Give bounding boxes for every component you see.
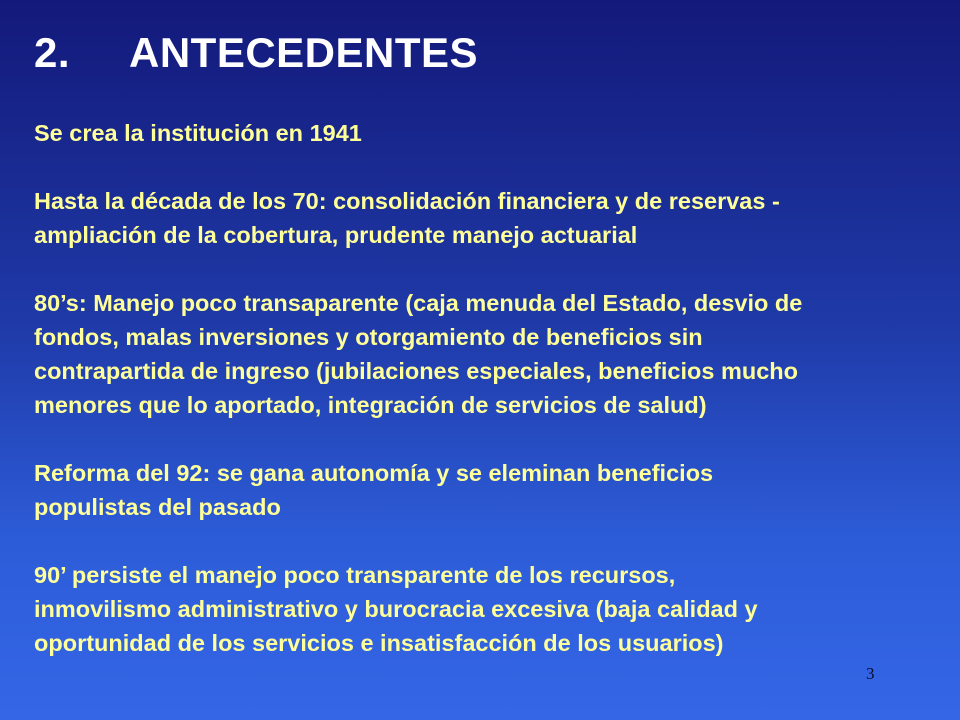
paragraph-80s — [34, 286, 914, 422]
paragraph-line: Se crea la institución en 1941 — [34, 120, 362, 146]
paragraph-line: menores que lo aportado, integración de servicios de salud) — [34, 392, 707, 418]
slide-title — [34, 28, 478, 78]
paragraph-line: populistas del pasado — [34, 494, 281, 520]
paragraph-line: Reforma del 92: se gana autonomía y se eleminan beneficios — [34, 460, 714, 486]
paragraph-line: inmovilismo administrativo y burocracia excesiva (baja calidad y — [34, 596, 758, 622]
paragraph-line: fondos, malas inversiones y otorgamiento de beneficios sin — [34, 324, 703, 350]
paragraph-line: contrapartida de ingreso (jubilaciones especiales, beneficios mucho — [34, 358, 798, 384]
page-number: 3 — [866, 664, 875, 683]
paragraph-line: 90’ persiste el manejo poco transparente de los recursos, — [34, 562, 676, 588]
paragraph-until-70s — [34, 184, 914, 252]
paragraph-founding — [34, 116, 914, 150]
title-number: 2. — [34, 29, 71, 76]
paragraph-line: ampliación de la cobertura, prudente manejo actuarial — [34, 222, 638, 248]
paragraph-90s — [34, 558, 914, 660]
paragraph-reform-92 — [34, 456, 914, 524]
paragraph-line: oportunidad de los servicios e insatisfacción de los usuarios) — [34, 630, 724, 656]
slide-body — [34, 116, 914, 694]
paragraph-line: Hasta la década de los 70: consolidación financiera y de reservas - — [34, 188, 780, 214]
paragraph-line: 80’s: Manejo poco transaparente (caja menuda del Estado, desvio de — [34, 290, 803, 316]
title-text: ANTECEDENTES — [129, 29, 479, 76]
